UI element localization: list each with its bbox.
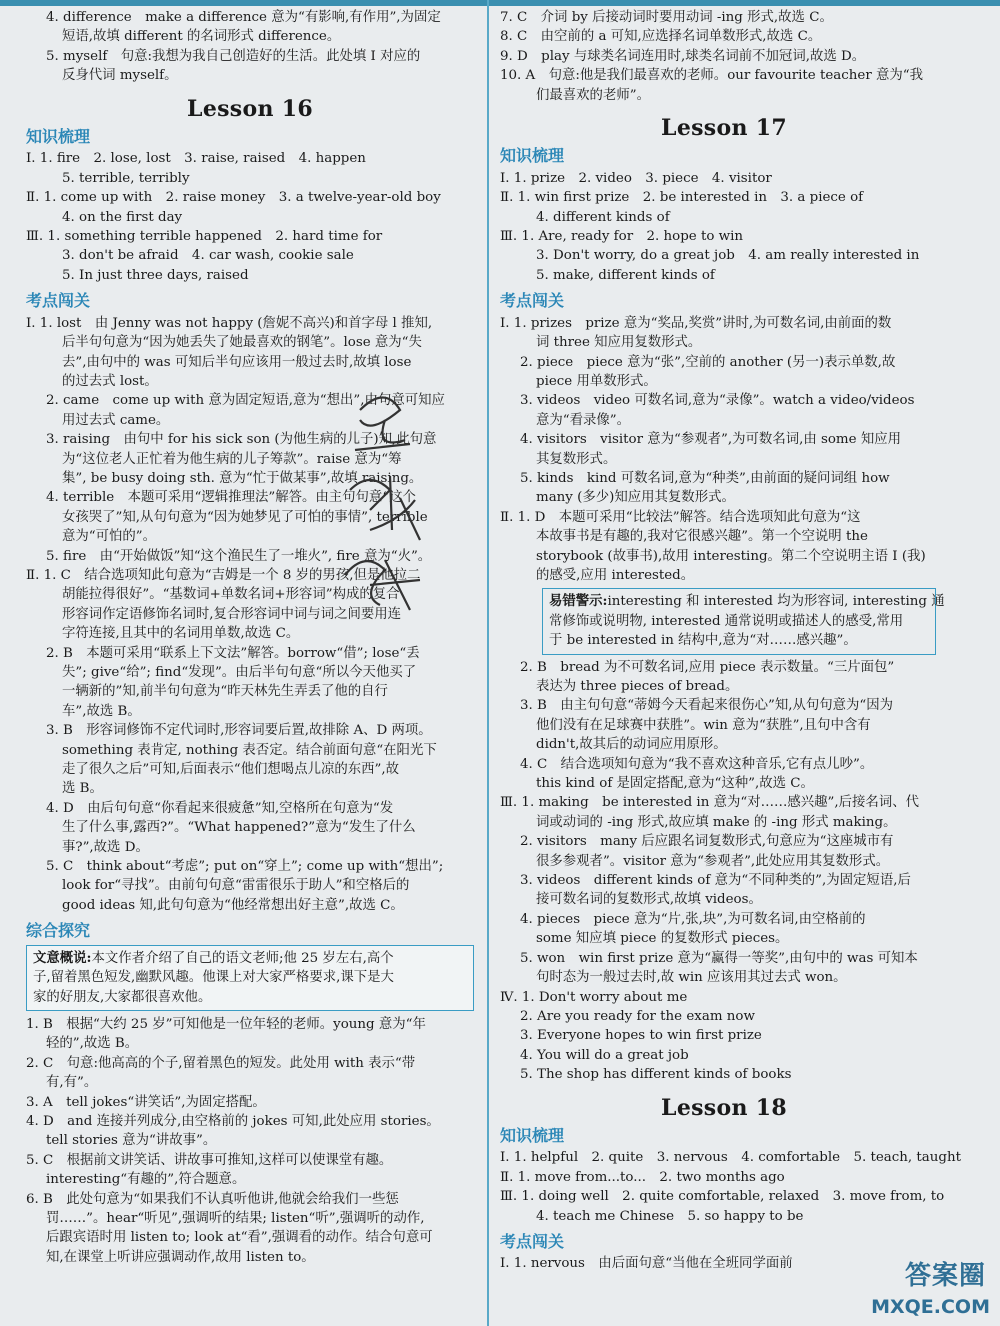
- right-top-answers: [500, 8, 948, 105]
- text-line: 3. don't be afraid 4. car wash, cookie sale: [62, 248, 354, 264]
- text-line: 意为“看录像”。: [536, 412, 631, 428]
- text-line: 短语,故填 different 的名词形式 difference。: [62, 29, 341, 45]
- text-line: 4. C 结合选项知句意为“我不喜欢这种音乐,它有点儿吵”。: [520, 756, 874, 772]
- lesson-17-knowledge: [500, 169, 948, 285]
- summary-line: 本文作者介绍了自己的语文老师;他 25 岁左右,高个: [91, 950, 394, 966]
- text-line: 词 three 知应用复数形式。: [536, 335, 702, 351]
- text-line: 句时态为一般过去时,故 win 应该用其过去式 won。: [536, 970, 847, 986]
- text-line: Ⅲ. 1. something terrible happened 2. hard time for: [26, 229, 383, 245]
- text-line: 5. fire 由“开始做饭”知“这个渔民生了一堆火”, fire 意为“火”。: [46, 548, 432, 564]
- left-top-answers: [26, 8, 474, 86]
- text-line: 5. C 根据前文讲笑话、讲故事可推知,这样可以使课堂有趣。: [26, 1152, 393, 1168]
- summary-label: 文意概说:: [33, 949, 92, 966]
- text-line: 4. on the first day: [62, 209, 183, 225]
- text-line: 轻的”,故选 B。: [46, 1036, 139, 1052]
- text-line: 用过去式 came。: [62, 412, 170, 428]
- text-line: Ⅱ. 1. D 本题可采用“比较法”解答。结合选项知此句意为“这: [500, 509, 861, 525]
- text-line: tell stories 意为“讲故事”。: [46, 1133, 217, 1149]
- text-line: 形容词作定语修饰名词时,复合形容词中词与词之间要用连: [62, 606, 402, 622]
- text-line: 去”,由句中的 was 可知后半句应该用一般过去时,故填 lose: [62, 354, 412, 370]
- text-line: 3. videos video 可数名词,意为“录像”。watch a video/videos: [520, 393, 915, 409]
- text-line: 4. terrible 本题可采用“逻辑推理法”解答。由主句句意“这个: [46, 490, 416, 506]
- text-line: 4. You will do a great job: [520, 1047, 689, 1063]
- text-line: 的感受,应用 interested。: [536, 567, 695, 583]
- text-line: look for“寻找”。由前句句意“雷雷很乐于助人”和空格后的: [62, 878, 410, 894]
- text-line: something 表肯定, nothing 表否定。结合前面句意“在阳光下: [62, 742, 437, 758]
- text-line: Ⅳ. 1. Don't worry about me: [500, 989, 688, 1005]
- text-line: 词或动词的 -ing 形式,故应填 make 的 -ing 形式 making。: [536, 814, 897, 830]
- text-line: 失”; give“给”; find“发现”。由后半句句意“所以今天他买了: [62, 665, 417, 680]
- section-title-knowledge: 知识梳理: [500, 1125, 565, 1145]
- text-line: 反身代词 myself。: [62, 68, 178, 84]
- text-line: Ⅰ. 1. prizes prize 意为“奖品,奖赏”讲时,为可数名词,由前面的数: [500, 315, 892, 331]
- section-title-practice: 考点闯关: [500, 1231, 565, 1251]
- text-line: 5. In just three days, raised: [62, 267, 249, 283]
- text-line: 4. visitors visitor 意为“参观者”,为可数名词,由 some 知应用: [520, 432, 901, 448]
- text-line: 生了什么事,露西?”。“What happened?”意为“发生了什么: [62, 820, 416, 836]
- text-line: Ⅰ. 1. lost 由 Jenny was not happy (詹妮不高兴)和首字母 l 推知,: [26, 315, 433, 331]
- text-line: 2. visitors many 后应跟名词复数形式,句意应为“这座城市有: [520, 834, 894, 850]
- section-title-comprehensive: 综合探究: [26, 921, 91, 941]
- text-line: 5. make, different kinds of: [536, 267, 715, 283]
- logo-text: 答案圈: [904, 1261, 986, 1291]
- text-line: 4. different kinds of: [536, 209, 670, 225]
- top-border: [0, 0, 1000, 6]
- lesson-16-title: Lesson 16: [187, 95, 313, 122]
- text-line: Ⅱ. 1. come up with 2. raise money 3. a twelve-year-old boy: [26, 190, 441, 206]
- summary-line: 子,留着黑色短发,幽默风趣。他课上对大家严格要求,课下是大: [33, 970, 394, 986]
- text-line: 意为“可怕的”。: [62, 529, 157, 545]
- text-line: Ⅲ. 1. making be interested in 意为“对……感兴趣”,后接名词、代: [500, 795, 919, 811]
- text-line: 集”, be busy doing sth. 意为“忙于做某事”,故填 raising。: [62, 470, 423, 486]
- text-line: 2. B bread 为不可数名词,应用 piece 表示数量。“三片面包”: [520, 659, 895, 675]
- lesson-17-title: Lesson 17: [661, 115, 787, 142]
- text-line: 4. pieces piece 意为“片,张,块”,为可数名词,由空格前的: [520, 911, 866, 927]
- text-line: 10. A 句意:他是我们最喜欢的老师。our favourite teacher 意为“我: [500, 68, 923, 84]
- text-line: 罚……”。hear“听见”,强调听的结果; listen“听”,强调听的动作,: [46, 1210, 425, 1226]
- text-line: 他们没有在足球赛中获胜”。win 意为“获胜”,且句中含有: [536, 717, 871, 733]
- section-title-knowledge: 知识梳理: [500, 146, 565, 166]
- text-line: 4. D and 连接并列成分,由空格前的 jokes 可知,此处应用 stories。: [26, 1113, 440, 1129]
- text-line: 其复数形式。: [536, 451, 617, 467]
- watermark-logo: [860, 1256, 1000, 1326]
- summary-box: [26, 945, 474, 1011]
- section-title-practice: 考点闯关: [26, 291, 91, 311]
- warning-line: 于 be interested in 结构中,意为“对……感兴趣”。: [549, 633, 857, 649]
- text-line: 后跟宾语时用 listen to; look at“看”,强调看的动作。结合句意可: [46, 1230, 433, 1246]
- text-line: Ⅰ. 1. prize 2. video 3. piece 4. visitor: [500, 170, 772, 186]
- text-line: 2. B 本题可采用“联系上下文法”解答。borrow“借”; lose“丢: [46, 645, 420, 661]
- warning-line: interesting 和 interested 均为形容词, interesting 通: [607, 594, 945, 610]
- text-line: 很多参观者”。visitor 意为“参观者”,此处应用其复数形式。: [536, 853, 890, 869]
- text-line: 走了很久之后”可知,后面表示“他们想喝点儿凉的东西”,故: [62, 762, 400, 778]
- lesson-18-title: Lesson 18: [661, 1094, 787, 1121]
- text-line: Ⅱ. 1. move from...to... 2. two months ago: [500, 1169, 785, 1185]
- comprehensive-answers: [26, 1015, 474, 1267]
- warning-box: [542, 588, 945, 654]
- warning-label: 易错警示:: [549, 593, 608, 610]
- text-line: 知,在课堂上听讲应强调动作,故用 listen to。: [46, 1249, 315, 1265]
- text-line: 5. myself 句意:我想为我自己创造好的生活。此处填 I 对应的: [46, 48, 421, 64]
- text-line: 接可数名词的复数形式,故填 videos。: [536, 892, 762, 908]
- text-line: Ⅰ. 1. fire 2. lose, lost 3. raise, raised 4. happen: [26, 151, 366, 167]
- logo-url: MXQE.COM: [871, 1296, 990, 1318]
- section-title-practice: 考点闯关: [500, 291, 565, 311]
- text-line: Ⅰ. 1. helpful 2. quite 3. nervous 4. comfortable 5. teach, taught: [500, 1150, 961, 1166]
- text-line: 7. C 介词 by 后接动词时要用动词 -ing 形式,故选 C。: [500, 10, 833, 25]
- text-line: this kind of 是固定搭配,意为“这种”,故选 C。: [536, 776, 814, 792]
- text-line: piece 用单数形式。: [536, 373, 657, 389]
- text-line: 4. teach me Chinese 5. so happy to be: [536, 1208, 804, 1224]
- lesson-18-knowledge: [500, 1148, 961, 1226]
- text-line: 后半句句意为“因为她丢失了她最喜欢的钢笔”。lose 意为“失: [62, 335, 422, 351]
- text-line: storybook (故事书),故用 interesting。第二个空说明主语 I (我): [536, 548, 926, 564]
- text-line: 的过去式 lost。: [62, 373, 158, 389]
- text-line: 字符连接,且其中的名词用单数,故选 C。: [62, 626, 300, 642]
- text-line: interesting“有趣的”,符合题意。: [46, 1172, 246, 1188]
- text-line: 3. B 形容词修饰不定代词时,形容词要后置,故排除 A、D 两项。: [46, 723, 432, 739]
- lesson-16-knowledge: [26, 149, 474, 285]
- text-line: 1. B 根据“大约 25 岁”可知他是一位年轻的老师。young 意为“年: [26, 1016, 426, 1032]
- text-line: 2. piece piece 意为“张”,空前的 another (另一)表示单数,故: [520, 354, 896, 370]
- text-line: 3. raising 由句中 for his sick son (为他生病的儿子)知,此句意: [46, 432, 437, 448]
- right-column: [500, 8, 961, 1274]
- text-line: 2. Are you ready for the exam now: [520, 1008, 755, 1024]
- text-line: 胡能拉得很好”。“基数词+单数名词+形容词”构成的复合: [62, 587, 400, 603]
- text-line: 4. D 由后句句意“你看起来很疲惫”知,空格所在句意为“发: [46, 800, 394, 816]
- text-line: Ⅲ. 1. Are, ready for 2. hope to win: [500, 229, 744, 245]
- text-line: 一辆新的”知,前半句句意为“昨天林先生弄丢了他的自行: [62, 684, 388, 700]
- text-line: 选 B。: [62, 781, 103, 797]
- text-line: Ⅲ. 1. doing well 2. quite comfortable, relaxed 3. move from, to: [500, 1189, 945, 1205]
- lesson-17-practice-continued: [500, 658, 948, 1085]
- text-line: 们最喜欢的老师”。: [536, 87, 650, 103]
- text-line: good ideas 知,此句句意为“他经常想出好主意”,故选 C。: [62, 897, 404, 913]
- text-line: 3. Everyone hopes to win first prize: [520, 1028, 762, 1044]
- lesson-17-practice: [500, 314, 948, 586]
- text-line: some 知应填 piece 的复数形式 pieces。: [536, 931, 789, 947]
- text-line: 5. terrible, terribly: [62, 170, 190, 186]
- text-line: 有,有”。: [46, 1075, 98, 1091]
- column-divider: [487, 0, 489, 1326]
- text-line: 3. Don't worry, do a great job 4. am really interested in: [536, 248, 920, 264]
- text-line: 车”,故选 B。: [62, 703, 141, 719]
- text-line: 表达为 three pieces of bread。: [536, 679, 739, 694]
- text-line: didn't,故其后的动词应用原形。: [536, 737, 727, 753]
- warning-line: 常修饰或说明物, interested 通常说明或描述人的感受,常用: [549, 613, 904, 629]
- text-line: 5. The shop has different kinds of books: [520, 1067, 792, 1083]
- text-line: 3. A tell jokes“讲笑话”,为固定搭配。: [26, 1094, 266, 1110]
- text-line: 8. C 由空前的 a 可知,应选择名词单数形式,故选 C。: [500, 29, 822, 45]
- text-line: 4. difference make a difference 意为“有影响,有作用”,为固定: [46, 10, 441, 25]
- text-line: 为“这位老人正忙着为他生病的儿子筹款”。raise 意为“筹: [62, 451, 402, 467]
- text-line: 5. won win first prize 意为“赢得一等奖”,由句中的 was 可知本: [520, 950, 918, 966]
- summary-line: 家的好朋友,大家都很喜欢他。: [33, 989, 212, 1005]
- text-line: Ⅰ. 1. nervous 由后面句意“当他在全班同学面前: [500, 1256, 793, 1272]
- text-line: 5. C think about“考虑”; put on“穿上”; come up with“想出”;: [46, 859, 444, 875]
- text-line: Ⅱ. 1. win first prize 2. be interested in 3. a piece of: [500, 190, 864, 206]
- section-title-knowledge: 知识梳理: [26, 127, 91, 147]
- text-line: many (多少)知应用其复数形式。: [536, 490, 735, 506]
- text-line: 事?”,故选 D。: [62, 839, 149, 855]
- text-line: 本故事书是有趣的,我对它很感兴趣”。第一个空说明 the: [536, 529, 868, 545]
- left-column: [26, 8, 474, 1267]
- handwriting-scribble: [330, 380, 450, 620]
- text-line: 5. kinds kind 可数名词,意为“种类”,由前面的疑问词组 how: [520, 470, 890, 486]
- text-line: 2. C 句意:他高高的个子,留着黑色的短发。此处用 with 表示“带: [26, 1055, 416, 1071]
- text-line: Ⅱ. 1. C 结合选项知此句意为“吉姆是一个 8 岁的男孩,但是他拉二: [26, 567, 421, 583]
- text-line: 2. came come up with 意为固定短语,意为“想出”,由句意可知应: [46, 393, 445, 409]
- text-line: 6. B 此处句意为“如果我们不认真听他讲,他就会给我们一些惩: [26, 1191, 399, 1207]
- text-line: 9. D play 与球类名词连用时,球类名词前不加冠词,故选 D。: [500, 48, 866, 64]
- text-line: 女孩哭了”知,从句句意为“因为她梦见了可怕的事情”, terrible: [62, 509, 428, 525]
- text-line: 3. videos different kinds of 意为“不同种类的”,为固定短语,后: [520, 873, 911, 889]
- text-line: 3. B 由主句句意“蒂姆今天看起来很伤心”知,从句句意为“因为: [520, 698, 894, 714]
